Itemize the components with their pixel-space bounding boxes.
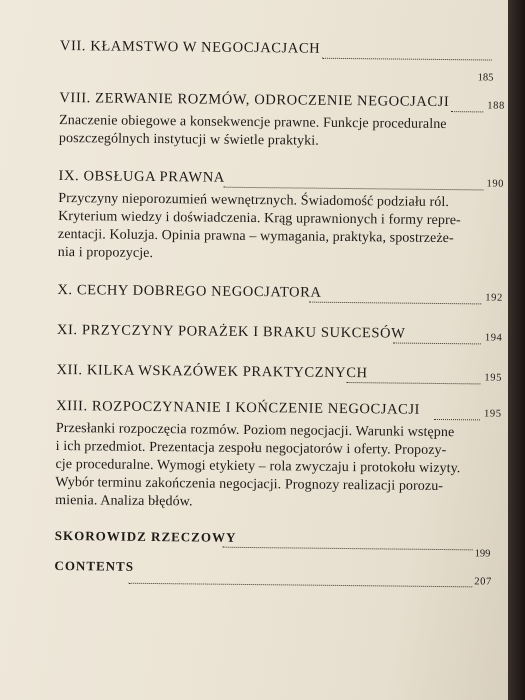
leader-dots <box>393 331 481 345</box>
page-number: 185 <box>477 72 494 84</box>
page-number: 195 <box>484 372 503 384</box>
entry-title: XIII. ROZPOCZYNANIE I KOŃCZENIE NEGOCJACJI <box>56 397 421 418</box>
toc-entry-contents <box>54 557 494 588</box>
entry-title: VIII. ZERWANIE ROZMÓW, ODROCZENIE NEGOCJACJI <box>59 89 450 111</box>
toc-entry-x <box>57 281 503 309</box>
entry-title: IX. OBSŁUGA PRAWNA <box>58 167 225 186</box>
entry-title: XII. KILKA WSKAZÓWEK PRAKTYCZNYCH <box>56 361 368 382</box>
toc-entry-ix <box>57 167 505 267</box>
description-line: Wybór terminu zakończenia negocjacji. Prognozy realizacji porozu- <box>55 474 444 495</box>
toc-entry-vii <box>59 38 500 84</box>
toc-entry-xiii <box>55 397 502 515</box>
leader-dots <box>434 407 480 420</box>
leader-dots <box>322 46 492 61</box>
toc-entry-xii <box>56 361 503 389</box>
page-number: 190 <box>486 178 505 190</box>
entry-title: X. CECHY DOBREGO NEGOCJATORA <box>57 281 322 301</box>
leader-dots <box>223 175 483 191</box>
description-line: Przyczyny nieporozumień wewnętrznych. Świadomość podziału ról. <box>58 190 450 211</box>
entry-title: XI. PRZYCZYNY PORAŻEK I BRAKU SUKCESÓW <box>56 321 406 342</box>
description-line: zentacji. Koluzja. Opinia prawna – wymagania, praktyka, spostrzeże- <box>57 226 454 247</box>
toc-entry-xi <box>56 321 503 349</box>
description-line: Przesłanki rozpoczęcia rozmów. Poziom negocjacji. Warunki wstępne <box>55 420 455 441</box>
toc-entry-viii <box>58 89 505 153</box>
page-number: 207 <box>474 576 492 588</box>
entry-title: SKOROWIDZ RZECZOWY <box>54 527 237 545</box>
description-line: Znaczenie obiegowe a konsekwencje prawne. Funkcje proceduralne <box>59 112 447 133</box>
entry-description <box>58 190 499 267</box>
leader-dots <box>128 571 472 588</box>
description-line: i ich przedmiot. Prezentacja zespołu negocjatorów i oferty. Propozy- <box>55 438 447 459</box>
entry-title: VII. KŁAMSTWO W NEGOCJACJACH <box>59 38 321 57</box>
page-number: 195 <box>484 408 502 420</box>
toc-entry-index <box>54 527 495 560</box>
leader-dots <box>346 370 480 384</box>
entry-description <box>59 112 499 153</box>
page-number: 199 <box>474 548 491 560</box>
description-line: cje proceduralne. Wymogi etykiety – rola zwyczaju i protokołu wizyty. <box>55 456 461 477</box>
entry-description <box>55 420 496 515</box>
description-line: mienia. Analiza błędów. <box>55 492 193 510</box>
page-number: 188 <box>487 100 505 112</box>
table-of-contents <box>54 38 505 588</box>
book-spine-shadow <box>508 0 525 700</box>
leader-dots <box>451 99 483 112</box>
description-line: Kryterium wiedzy i doświadczenia. Krąg uprawnionych i formy repre- <box>58 208 461 229</box>
page-number: 194 <box>484 332 503 344</box>
page-number: 192 <box>485 292 503 304</box>
description-line: nia i propozycje. <box>57 244 154 261</box>
leader-dots <box>223 535 473 551</box>
description-line: poszczególnych instytucji w świetle praktyki. <box>58 130 319 149</box>
leader-dots <box>309 290 481 305</box>
entry-title: CONTENTS <box>54 557 135 574</box>
